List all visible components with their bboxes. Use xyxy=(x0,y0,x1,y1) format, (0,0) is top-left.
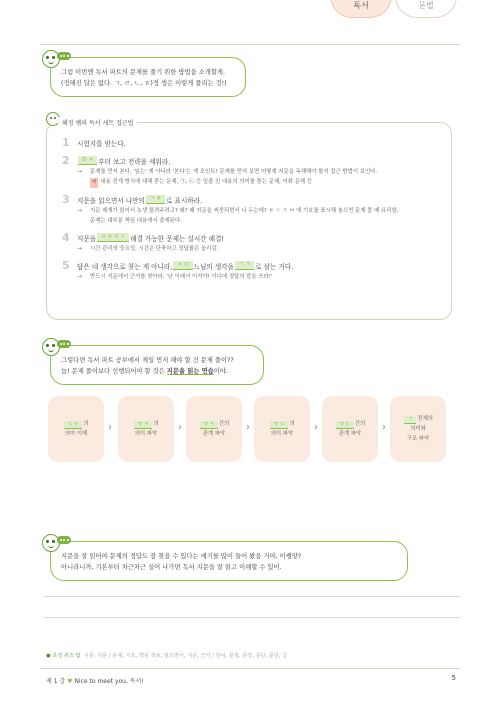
step-text: 로 표시하라. xyxy=(166,196,203,205)
step-pre-text: 지문을 읽으면서 나만의 xyxy=(77,196,145,205)
initial-blank: ㅁ ㅈ xyxy=(200,421,218,429)
step-text: 해결 가능한 문제는 실시간 해결! xyxy=(130,234,225,243)
initial-blank: ㄱ ㄱ xyxy=(235,261,254,270)
flow-step: ㅁ ㄷ 의 의미 파악 xyxy=(254,396,310,462)
initial-blank: ㄱ ㅎ xyxy=(146,195,165,204)
step-text: 부터 보고 전략을 세워라. xyxy=(98,157,171,166)
note-lines xyxy=(44,596,460,638)
tab-reading[interactable]: 독서 xyxy=(330,0,392,18)
arrow-right-icon: → xyxy=(77,273,83,280)
step-detail: 문제는 대부분 핵심 내용에서 출제된다. xyxy=(90,218,182,224)
initial-blank: ㅈ ㅁ xyxy=(173,261,192,270)
step-5 xyxy=(62,259,442,282)
reading-flow xyxy=(48,396,458,464)
question-speech-bubble xyxy=(50,345,264,385)
initial-blank: ㅁ ㅈ xyxy=(78,156,97,165)
flow-step: ㅁ ㅈ 의 의미 파악 xyxy=(118,396,174,462)
encourage-line-1: 지문을 잘 읽어야 문제의 정답도 잘 찾을 수 있다는 얘기를 많이 들어 봤을 거야, 이쌩양? xyxy=(61,553,302,560)
step-detail: → 반드시 지문에서 근거를 찾아라. '난 이래서 이거야! 이디에 정답의 칼을 쓰라!' xyxy=(77,273,273,280)
speech-dots-icon xyxy=(57,340,71,348)
step-number: 4 xyxy=(62,231,70,244)
chevron-right-icon: › xyxy=(178,422,182,433)
step-text: 시험지를 받는다. xyxy=(77,139,126,148)
arrow-right-icon: → xyxy=(77,168,83,175)
step-text: 로 삼는 거다. xyxy=(255,262,294,271)
initial-blank: ㅁ ㅈ xyxy=(134,421,152,429)
quiz-answers: ● 초성 퀴즈 답 지문, 지문 / 문제, 기호, 핵심 정보, 읽으면서, 지문, 근거 / 단어, 문장, 문장, 문단, 문단, 글 xyxy=(46,653,288,659)
speech-dots-icon xyxy=(57,536,71,544)
flow-step: ㄱ 전체의 의미와 구조 파악 xyxy=(390,396,446,462)
heart-icon: ♥ xyxy=(67,678,73,685)
intro-line-1: 그럼 이번엔 독서 파트의 문제를 풀기 위한 방법을 소개할게. xyxy=(61,69,226,76)
initial-blank: ㅁ ㄷ xyxy=(336,421,354,429)
step-4 xyxy=(62,231,442,254)
answers-label: 초성 퀴즈 답 xyxy=(52,653,81,659)
intro-speech-bubble xyxy=(50,57,246,97)
initial-blank: ㄱ xyxy=(404,416,416,424)
step-detail: → 문제를 먼저 본다, '읽는' 게 아니라 '본다'는 게 포인트! 문제를 먼저 보면 어떻게 지문을 독해해야 할지 접근 방법이 보인다. xyxy=(77,168,378,175)
step-number: 5 xyxy=(62,259,70,272)
section-tabs xyxy=(325,0,500,20)
initial-blank: ㅁ ㄷ xyxy=(270,421,288,429)
question-line-2: 놉! 문제 풀이보다 선행되어야 할 것은 지문을 읽는 연습이야. xyxy=(61,368,228,375)
step-pre-text: 답은 네 생각으로 찾는 게 아니라, xyxy=(77,262,173,271)
chevron-right-icon: › xyxy=(382,422,386,433)
step-number: 3 xyxy=(62,193,70,206)
step-example: 예 내용 전개 방식에 대해 묻는 문제, ㉠, ㉡ 등 밑줄 친 내용의 의미를 묻는 문제, 어휘 문제 등 xyxy=(62,177,442,188)
encourage-line-2: 아니라니까, 기본부터 차근차근 실어 나가면 독서 지문을 잘 읽고 이해할 수 있어. xyxy=(61,564,282,571)
flow-step: ㄷ ㅇ 의 의미 이해 xyxy=(48,396,104,462)
encourage-speech-bubble xyxy=(50,541,408,581)
step-detail: → 지문 제재가 읽어서 농생 풀려주려고? 왜? 왜 지문을 써뭇되면서 나 두는데? ㅎ ㅅ ㅈ ㅂ 에 기호를 표시해 놓으면 문제 풀 때 유리함. xyxy=(77,207,399,214)
step-number: 2 xyxy=(62,154,70,167)
initial-blank: ㄷ ㅇ xyxy=(64,421,82,429)
panel-title: 혜정 쌤의 독서 세트 접근법 xyxy=(58,117,137,128)
chevron-right-icon: › xyxy=(246,422,250,433)
step-number: 1 xyxy=(62,136,70,149)
page-number: 5 xyxy=(451,674,456,682)
footer-divider xyxy=(40,668,460,669)
initial-blank: ㅇ ㅇ ㅁ ㅅ xyxy=(97,233,129,242)
step-detail: → 시간 관리의 중요성, 시간은 단축하고 정답률은 올리감. xyxy=(77,245,219,252)
approach-steps xyxy=(62,136,442,287)
flow-step: ㅁ ㅈ 간의 관계 파악 xyxy=(186,396,242,462)
intro-line-2: (정해진 답은 없다. ㄱ, ㄹ, ㄴ, ㅎ)정 생은 이렇게 풀리는 것!) xyxy=(61,80,227,87)
answers-text: 지문, 지문 / 문제, 기호, 핵심 정보, 읽으면서, 지문, 근거 / 단어, 문장, 문장, 문단, 문단, 글 xyxy=(83,653,288,659)
step-pre-text: 지문을 xyxy=(77,234,97,243)
example-badge-icon: 예 xyxy=(90,178,98,188)
chevron-right-icon: › xyxy=(314,422,318,433)
arrow-right-icon: → xyxy=(77,207,83,214)
step-2 xyxy=(62,154,442,188)
tab-grammar[interactable]: 문법 xyxy=(395,0,457,18)
step-1 xyxy=(62,136,442,149)
highlight-text: 지문을 읽는 연습 xyxy=(166,368,214,375)
flow-step: ㅁ ㄷ 간의 관계 파악 xyxy=(322,396,378,462)
step-mid-text: 느님의 생각을 xyxy=(193,262,234,271)
arrow-right-icon: → xyxy=(77,245,83,252)
footer-chapter: 제 1 강 ♥ Nice to meet you, 독서! xyxy=(46,678,144,685)
step-3 xyxy=(62,193,442,226)
question-line-1: 그렇다면 독서 파트 공부에서 제일 먼저 해야 할 건 문제 풀이?? xyxy=(61,357,234,364)
top-divider xyxy=(40,44,460,45)
chevron-right-icon: › xyxy=(108,422,112,433)
speech-dots-icon xyxy=(57,52,71,60)
